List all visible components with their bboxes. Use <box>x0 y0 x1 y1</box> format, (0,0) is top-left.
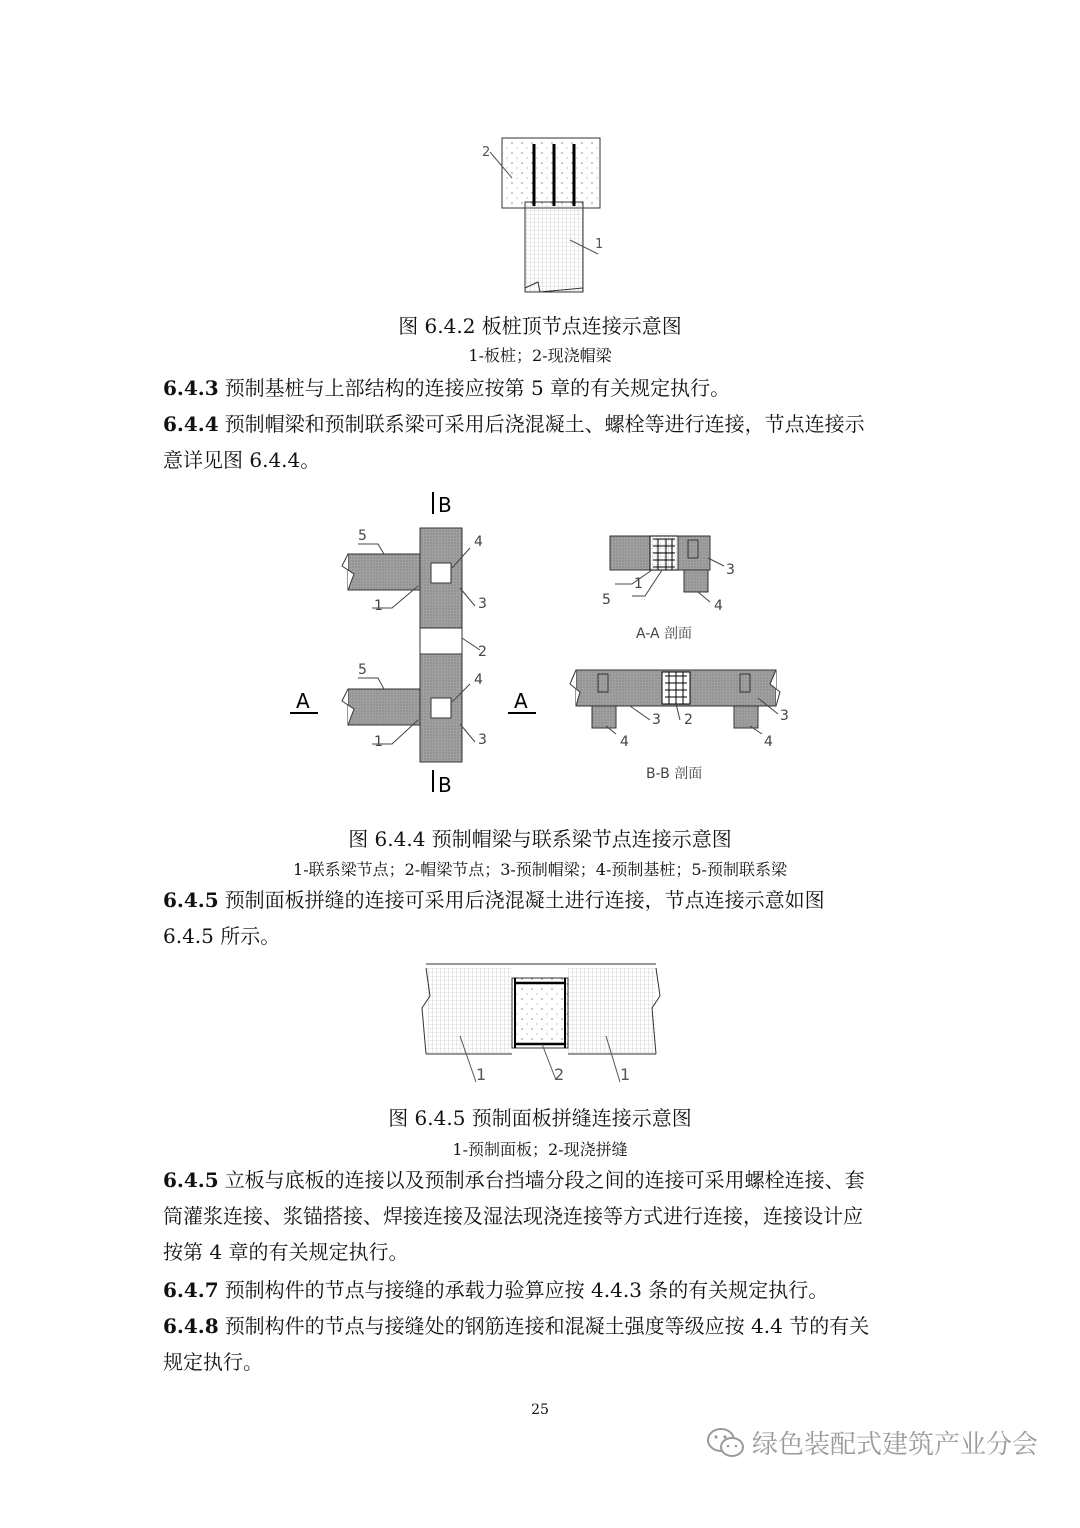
clause-6-4-4 <box>163 406 923 478</box>
fig644-legend: 1-联系梁节点；2-帽梁节点；3-预制帽梁；4-预制基桩；5-预制联系梁 <box>293 860 787 879</box>
fig645-label-1b: 1 <box>620 1065 631 1084</box>
bb-label-4a: 4 <box>620 734 629 750</box>
bb-label-3a: 3 <box>652 712 661 728</box>
fig644-caption: 图 6.4.4 预制帽梁与联系梁节点连接示意图 <box>348 827 732 851</box>
fig644-label-4b: 4 <box>474 672 483 688</box>
section-a-right: A <box>514 689 528 713</box>
clause-6-4-5a <box>163 882 923 954</box>
fig645-caption: 图 6.4.5 预制面板拼缝连接示意图 <box>388 1106 692 1130</box>
clause-number: 6.4.3 <box>163 376 219 400</box>
clause-text-line1: 预制构件的节点与接缝处的钢筋连接和混凝土强度等级应按 4.4 节的有关 <box>224 1314 870 1338</box>
clause-6-4-8 <box>163 1308 923 1380</box>
fig644-label-2: 2 <box>478 644 487 660</box>
fig644-label-1b: 1 <box>374 734 383 750</box>
clause-number: 6.4.7 <box>163 1278 219 1302</box>
aa-label-4: 4 <box>714 598 723 614</box>
clause-text-line2: 规定执行。 <box>163 1350 263 1374</box>
section-b-top: B <box>438 493 452 517</box>
clause-6-4-3 <box>163 370 923 406</box>
fig642-label-2: 2 <box>482 145 491 160</box>
clause-text-line1: 立板与底板的连接以及预制承台挡墙分段之间的连接可采用螺栓连接、套 <box>224 1168 865 1192</box>
fig644-label-3b: 3 <box>478 732 487 748</box>
clause-number: 6.4.5 <box>163 888 219 912</box>
fig644-label-4a: 4 <box>474 534 483 550</box>
clause-text: 预制基桩与上部结构的连接应按第 5 章的有关规定执行。 <box>224 376 731 400</box>
fig642-label-1: 1 <box>595 237 604 252</box>
figure-6-4-5 <box>420 956 664 1090</box>
bb-label-2: 2 <box>684 712 693 728</box>
section-bb-title: B-B 剖面 <box>646 766 703 782</box>
aa-label-3: 3 <box>726 562 735 578</box>
clause-text-line3: 按第 4 章的有关规定执行。 <box>163 1240 409 1264</box>
clause-text-line2: 意详见图 6.4.4。 <box>163 448 321 472</box>
aa-label-5: 5 <box>602 592 611 608</box>
section-b-bottom: B <box>438 773 452 797</box>
fig644-label-5b: 5 <box>358 662 367 678</box>
clause-number: 6.4.5 <box>163 1168 219 1192</box>
clause-6-4-5b <box>163 1162 923 1270</box>
fig645-legend: 1-预制面板；2-现浇拼缝 <box>452 1140 628 1159</box>
fig645-label-2: 2 <box>554 1065 565 1084</box>
fig644-label-5a: 5 <box>358 528 367 544</box>
clause-text: 预制构件的节点与接缝的承载力验算应按 4.4.3 条的有关规定执行。 <box>224 1278 829 1302</box>
clause-number: 6.4.8 <box>163 1314 219 1338</box>
fig642-legend: 1-板桩；2-现浇帽梁 <box>468 346 612 365</box>
clause-text-line2: 筒灌浆连接、浆锚搭接、焊接连接及湿法现浇连接等方式进行连接，连接设计应 <box>163 1204 863 1228</box>
figure-6-4-4 <box>280 488 800 804</box>
aa-label-1: 1 <box>634 576 643 592</box>
fig644-label-3a: 3 <box>478 596 487 612</box>
bb-label-3b: 3 <box>780 708 789 724</box>
wechat-icon <box>706 1426 746 1460</box>
fig645-label-1a: 1 <box>476 1065 487 1084</box>
watermark-text: 绿色装配式建筑产业分会 <box>752 1430 1039 1460</box>
clause-6-4-7 <box>163 1272 923 1308</box>
figure-6-4-2 <box>470 130 630 300</box>
clause-text-line1: 预制面板拼缝的连接可采用后浇混凝土进行连接，节点连接示意如图 <box>224 888 825 912</box>
watermark <box>706 1424 1038 1461</box>
section-aa-title: A-A 剖面 <box>636 626 693 642</box>
clause-text-line2: 6.4.5 所示。 <box>163 924 281 948</box>
clause-number: 6.4.4 <box>163 412 219 436</box>
fig642-caption: 图 6.4.2 板桩顶节点连接示意图 <box>398 314 682 338</box>
bb-label-4b: 4 <box>764 734 773 750</box>
clause-text-line1: 预制帽梁和预制联系梁可采用后浇混凝土、螺栓等进行连接，节点连接示 <box>224 412 865 436</box>
fig644-label-1a: 1 <box>374 598 383 614</box>
page-number: 25 <box>531 1402 549 1418</box>
section-a-left: A <box>296 689 310 713</box>
